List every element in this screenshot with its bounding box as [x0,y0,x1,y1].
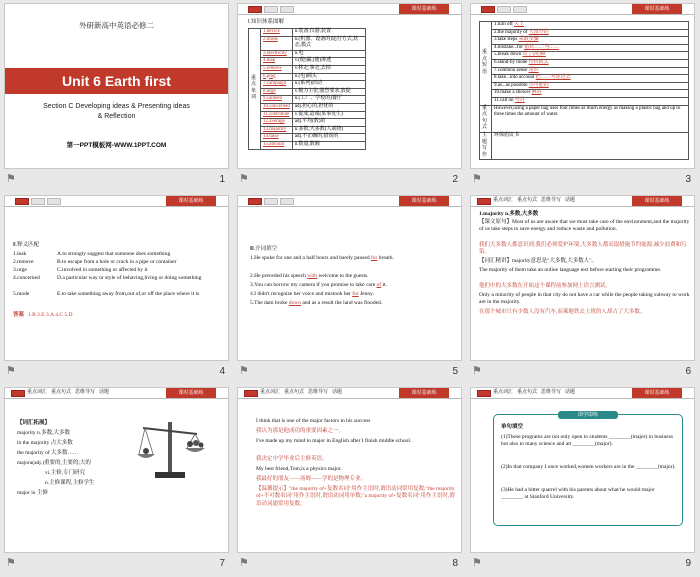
lesson-badge: 课时基础练 [166,196,216,206]
lesson-badge: 课时基础练 [399,196,449,206]
slide-icon: ⚑ [472,557,482,569]
section-heading: Ⅰ.知识体系图解 [248,19,284,25]
phrase-answer: 错认……为…… [524,44,560,50]
word: 10.concerned [261,103,293,111]
slide-thumbnail-3[interactable] [470,3,695,169]
answer-label: 答案 [13,312,25,318]
sentence-label: 重点句式 [480,105,492,132]
slide-header-bar: 重点词汇 重点句式 思维导写 话题 课时基础练 [238,388,461,399]
slide-number: 7 [219,558,225,569]
word-meaning: adj.不正确的,错误的 [292,134,365,142]
word: 1.device [261,29,293,37]
lesson-badge: 课时基础练 [399,388,449,398]
example-translation: 我认为那是他成功的重要因素之一。 [256,428,345,434]
word-meaning: n.多数,大多数(人或物) [292,126,365,134]
expand-line: majora(adj.)重要的,主要的;大的 [17,460,91,466]
phrase-label: 重点短语 [480,22,492,106]
word-meaning: v.极力主张,强烈要求,敦促 [292,88,365,96]
slide-thumbnail-5[interactable] [237,195,462,361]
word: 5.remove [261,65,293,73]
phrase-answer: 淋浴 [531,90,542,96]
slide-number: 4 [219,366,225,377]
topic-label: 主题写作 [480,132,492,159]
tip-text: 【温馨提示】"the majority of+复数名词"用作主语时,谓语动词常用复数;"the majority of+不可数名词"用作主语时,谓语动词用单数;"a majority of+复数名词"用作主语时,谓语动词通常用复数。 [256,486,455,507]
slide-cell-1[interactable] [0,0,233,192]
practice-heading: 单句填空 [501,424,524,430]
side-label: 重点单词 [249,29,261,150]
slide-icon: ⚑ [6,365,16,377]
slide-thumbnail-9[interactable] [470,387,695,553]
slide-icon: ⚑ [6,173,16,185]
slide-number: 1 [219,174,225,185]
text-source: 【课文原句】Most of us are aware that we must take care of the environment,and the majority of us take steps to save energy and reduce waste and pollution. [479,219,690,233]
word: 9.canteen [261,96,293,104]
key-sentence: However,using a paper bag uses four times as much energy as making a plastic bag and up to three times the amount of water. [492,105,689,132]
example-sentence: I've made up my mind to major in English after I finish middle school. [256,438,412,444]
lesson-badge: 课时基础练 [632,388,682,398]
example-1: The majority of them take an online language test before starting their programme. [479,267,662,273]
slide-thumbnail-7[interactable] [4,387,229,553]
lesson-badge: 课时基础练 [632,4,682,14]
example-sentence: I think that is one of the major factors in his success [256,418,371,424]
match-item: 3.urge C.involved in something or affected by it [13,267,148,273]
word: 14.false [261,134,293,142]
phrase-answer: 把……考虑进去 [535,75,571,81]
slide-subject: 外研新高中英语必修二 [79,21,154,30]
slide-number: 9 [685,558,691,569]
expand-line: vi.主修,专门研究 [45,470,86,476]
word: 12.average [261,119,293,127]
slide-header-bar: 重点词汇 重点句式 思维导写 话题 课时基础练 [5,388,228,399]
expand-line: major in 主修 [17,490,48,496]
slide-header-bar: 重点词汇 重点句式 思维导写 话题 课时基础练 [471,388,694,399]
slide-icon: ⚑ [6,557,16,569]
slide-cell-6[interactable] [466,192,699,384]
match-item: 5.mode E.to take something away from,out of,or off the place where it is [13,291,200,297]
phrase-answer: 出了(故)障 [522,52,546,58]
topic-text: 环保倡议书 [492,132,689,159]
slide-cell-9[interactable] [466,384,699,576]
example-translation: 我最好的朋友——汤姆——学的是物理专业。 [256,476,367,482]
match-item: 2.remove B.to escape from a hole or crack in a pipe or container [13,259,177,265]
title-banner [5,68,228,94]
unit-title: Unit 6 Earth first [62,73,171,89]
slide-thumbnail-4[interactable] [4,195,229,361]
slide-header-bar [5,196,228,207]
practice-box-title: 即学即练 [558,411,618,419]
slide-cell-4[interactable] [0,192,233,384]
fill-line: 5.The dam broke down and as a result the land was flooded. [250,300,383,306]
lesson-badge: 课时基础练 [399,4,449,14]
example-2-cn: 在那个城市只有少数人没有汽车,而乘地铁去上班的人却占了大多数。 [479,309,646,315]
expand-line: the majority of 大多数…… [17,450,79,456]
lesson-badge: 课时基础练 [166,388,216,398]
phrase-answer: 常识 [528,67,539,73]
word-meaning: n.(电)插头 [292,73,365,81]
slide-thumbnail-1[interactable] [4,3,229,169]
fill-line: 4.I didn't recognize her voice and mistook her for Jenny. [250,291,374,297]
section-heading: Ⅲ.介词填空 [250,246,278,252]
word: 2.mode [261,36,293,50]
slide-icon: ⚑ [239,557,249,569]
slide-icon: ⚑ [472,173,482,185]
slide-thumbnail-6[interactable] [470,195,695,361]
slide-icon: ⚑ [472,365,482,377]
phrase-answer: 大部分的 [528,29,549,35]
word-meaning: adj.平均(数)的 [292,119,365,127]
vocab-explain: 【词汇精讲】majority意思是"大多数,大多数人"。 [479,258,598,264]
slide-header-bar: 重点词汇 重点句式 思维导写 话题 课时基础练 [471,196,694,207]
expand-title: 【词汇拓展】 [17,420,51,426]
section-line-1: Section C Developing ideas & Presenting ideas [43,103,190,110]
word-meaning: v.促成,造成(某事发生) [292,111,365,119]
section-heading: Ⅱ.释义匹配 [13,242,40,248]
word-meaning: adj.担心的,担忧的 [292,103,365,111]
phrase-table: 重点短语 1.turn off 关上 2.the majority of 大部分的 3.take steps 采取步骤 4.mistake...for 错认……为…… 5.break down 出了(故)障 6.stand-by mode 待机模式 7.common sense 常识 8.take...into account 把……考虑进去 9.as...as possible 尽可能的 10.make a shower 淋浴 11.call on 号召 重点句式 However,using a paper bag uses four times as much energy as making a plastic bag and up to three times the amount of water. 主题写作 环保倡议书 [479,21,689,160]
slide-header-bar [238,4,461,15]
phrase-answer: 尽可能的 [528,82,549,88]
slide-header-bar [238,196,461,207]
footer-text: 第一PPT模板网-WWW.1PPT.COM [66,142,167,149]
phrase-answer: 采取步骤 [518,37,539,43]
slide-cell-5[interactable] [233,192,466,384]
word-meaning: n.(系列)活动 [292,81,365,89]
text-translation: 我们大多数人都意识到,我们必须爱护环境,大多数人都采取措施节约能源,减少浪费和污染。 [479,242,687,256]
slide-cell-8[interactable] [233,384,466,576]
example-2: Only a minority of people in that city do not have a car while the people taking subway to work are in the majority. [479,292,690,306]
match-item: 4.concerned D.a particular way or style of behaving,living or doing something [13,275,202,281]
word: 3.electricity [261,50,293,58]
slide-cell-7[interactable] [0,384,233,576]
fill-line: 3.You can borrow my camera if you promise to take care of it. [250,282,387,288]
slide-header-bar [471,4,694,15]
word-meaning: n.(工厂、学校的)餐厅 [292,96,365,104]
answer-text: 1.B 2.E 3.A 4.C 5.D [28,312,73,318]
scales-illustration [135,414,205,484]
word-meaning: v.移走,拿走,去掉 [292,65,365,73]
word: 4.leak [261,58,293,66]
expand-line: n.主修课程,主修学生 [45,480,95,486]
slide-number: 6 [685,366,691,377]
slide-number: 3 [685,174,691,185]
phrase-answer: 待机模式 [528,59,549,65]
practice-item: (1)These programs are not only open to students ________(major) in business but also to many science and art ________(major). [501,434,673,448]
slide-thumbnail-8[interactable] [237,387,462,553]
word-meaning: n.(机器、设备的)运行方式,状态,模式 [292,36,365,50]
example-sentence: My best friend,Tom,is a physics major. [256,466,342,472]
slide-number: 5 [452,366,458,377]
word-meaning: n.数量,数额 [292,141,365,149]
vocab-table [248,28,366,150]
word: 11.contribute [261,111,293,119]
section-line-2: & Reflection [97,113,136,120]
word: 6.plug [261,73,293,81]
example-1-cn: 他们中的大多数在开始这个课程前参加网上语言测试。 [479,283,612,289]
slide-icon: ⚑ [239,173,249,185]
fill-line: 1.He spoke for one and a half hours and barely paused for breath. [250,255,394,261]
word: 8.urge [261,88,293,96]
example-translation: 我决定中学毕业后主修英语。 [256,456,328,462]
word: 13.majority [261,126,293,134]
practice-item: (3)He had a bitter quarrel with his parents about what he would major ________ at Stanford University. [501,487,655,501]
practice-item: (2)In that company I once worked,women workers are in the ________(major). [501,464,676,470]
phrase-answer: 号召 [514,97,525,103]
slide-number: 2 [452,174,458,185]
word-meaning: v.(使)漏,(使)渗透 [292,58,365,66]
word-meaning: n.电 [292,50,365,58]
word: 7.campaign [261,81,293,89]
phrase-answer: 关上 [514,22,525,27]
fill-line: 2.He preceded his speech with welcome to the guests. [250,273,369,279]
match-item: 1.leak A.to strongly suggest that someone does something [13,251,171,257]
vocab-title: 1.majority n.多数,大多数 [479,211,539,217]
slide-thumbnail-2[interactable] [237,3,462,169]
slide-cell-3[interactable] [466,0,699,192]
word: 15.amount [261,141,293,149]
expand-line: in the majority 占大多数 [17,440,73,446]
slide-icon: ⚑ [239,365,249,377]
answer-line [13,312,72,319]
word-meaning: n.装备,仪器,装置 [292,29,365,37]
expand-line: majority n.多数,大多数 [17,430,71,436]
slide-number: 8 [452,558,458,569]
slide-cell-2[interactable] [233,0,466,192]
lesson-badge: 课时基础练 [632,196,682,206]
